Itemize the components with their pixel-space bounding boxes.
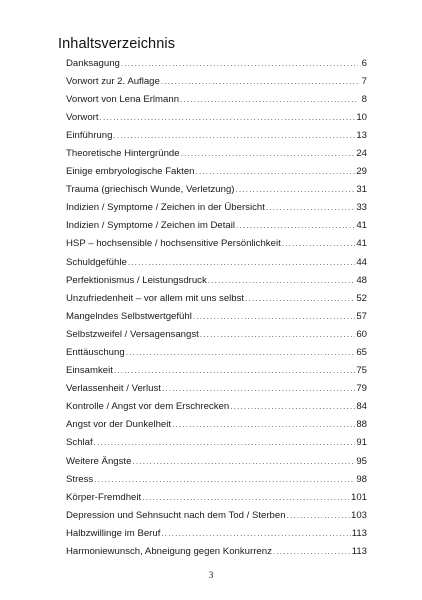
toc-entry xyxy=(66,308,367,326)
toc-entry-page: 91 xyxy=(356,437,367,449)
toc-dot-leader xyxy=(181,145,356,163)
toc-dot-leader xyxy=(208,272,356,290)
toc-entry-label: Einige embryologische Fakten xyxy=(66,166,195,178)
toc-dot-leader xyxy=(193,308,355,326)
toc-entry xyxy=(66,489,367,507)
toc-entry xyxy=(66,199,367,217)
page-title: Inhaltsverzeichnis xyxy=(58,36,176,52)
toc-entry xyxy=(66,127,367,145)
toc-entry xyxy=(66,290,367,308)
toc-dot-leader xyxy=(236,217,355,235)
toc-entry-label: Trauma (griechisch Wunde, Verletzung) xyxy=(66,184,235,196)
toc-entry-page: 6 xyxy=(361,57,367,69)
toc-entry xyxy=(66,73,367,91)
toc-entry-page: 31 xyxy=(356,184,367,196)
toc-dot-leader xyxy=(100,109,356,127)
toc-dot-leader xyxy=(196,163,356,181)
toc-entry-page: 57 xyxy=(356,310,367,322)
toc-dot-leader xyxy=(245,290,355,308)
toc-dot-leader xyxy=(282,235,356,253)
toc-dot-leader xyxy=(287,507,350,525)
toc-entry-page: 44 xyxy=(356,256,367,268)
toc-entry xyxy=(66,272,367,290)
toc-entry-label: Danksagung xyxy=(66,57,120,69)
toc-entry-page: 13 xyxy=(356,129,367,141)
toc-entry xyxy=(66,525,367,543)
toc-entry xyxy=(66,235,367,253)
toc-entry-label: Schuldgefühle xyxy=(66,256,127,268)
toc-entry xyxy=(66,543,367,561)
toc-entry-label: Mangelndes Selbstwertgefühl xyxy=(66,310,192,322)
toc-entry-label: Stress xyxy=(66,473,94,485)
toc-entry-page: 79 xyxy=(356,383,367,395)
toc-entry-label: Halbzwillinge im Beruf xyxy=(66,527,161,539)
toc-entry xyxy=(66,145,367,163)
toc-dot-leader xyxy=(114,362,355,380)
toc-entry-label: Angst vor der Dunkelheit xyxy=(66,419,172,431)
toc-entry-label: Selbstzweifel / Versagensangst xyxy=(66,328,199,340)
toc-entry-label: Schlaf xyxy=(66,437,93,449)
toc-entry-page: 8 xyxy=(361,93,367,105)
toc-dot-leader xyxy=(273,543,351,561)
toc-entry xyxy=(66,416,367,434)
toc-entry-page: 24 xyxy=(356,147,367,159)
toc-entry-page: 52 xyxy=(356,292,367,304)
toc-dot-leader xyxy=(128,254,356,272)
toc-entry xyxy=(66,254,367,272)
toc-entry-page: 98 xyxy=(356,473,367,485)
toc-entry xyxy=(66,507,367,525)
toc-entry-page: 65 xyxy=(356,347,367,358)
toc-entry xyxy=(66,326,367,344)
toc-dot-leader xyxy=(236,181,356,199)
toc-entry-label: Indizien / Symptome / Zeichen im Detail xyxy=(66,220,236,232)
toc-entry-page: 101 xyxy=(350,491,367,503)
toc-dot-leader xyxy=(94,434,356,452)
toc-dot-leader xyxy=(132,453,355,471)
toc-dot-leader xyxy=(142,489,350,507)
toc-entry-label: Kontrolle / Angst vor dem Erschrecken xyxy=(66,401,230,413)
toc-entry xyxy=(66,398,367,416)
toc-entry xyxy=(66,453,367,471)
toc-entry-page: 75 xyxy=(356,365,367,377)
toc-entry-label: Harmoniewunsch, Abneigung gegen Konkurrenz xyxy=(66,546,272,558)
table-of-contents xyxy=(66,55,367,562)
toc-entry-label: HSP – hochsensible / hochsensitive Persönlichkeit xyxy=(66,238,281,250)
toc-entry-page: 88 xyxy=(356,419,367,431)
toc-entry-page: 113 xyxy=(351,527,367,539)
toc-entry-label: Unzufriedenheit – vor allem mit uns selbst xyxy=(66,292,245,304)
toc-dot-leader xyxy=(94,471,355,489)
toc-entry xyxy=(66,109,367,127)
toc-dot-leader xyxy=(113,127,355,145)
toc-dot-leader xyxy=(230,398,355,416)
toc-dot-leader xyxy=(161,525,350,543)
toc-entry-page: 84 xyxy=(356,401,367,413)
toc-entry-page: 113 xyxy=(351,546,367,558)
toc-dot-leader xyxy=(266,199,355,217)
toc-entry-label: Indizien / Symptome / Zeichen in der Übersicht xyxy=(66,202,265,214)
toc-entry-label: Depression und Sehnsucht nach dem Tod / Sterben xyxy=(66,509,286,521)
toc-entry xyxy=(66,380,367,398)
toc-entry-label: Perfektionismus / Leistungsdruck xyxy=(66,274,207,286)
toc-dot-leader xyxy=(121,55,358,73)
toc-entry-page: 95 xyxy=(356,455,367,467)
toc-entry xyxy=(66,55,367,73)
toc-entry-label: Einsamkeit xyxy=(66,365,113,377)
toc-entry-label: Körper-Fremdheit xyxy=(66,491,142,503)
toc-entry xyxy=(66,217,367,235)
toc-dot-leader xyxy=(180,91,358,109)
toc-entry xyxy=(66,163,367,181)
toc-entry-page: 41 xyxy=(356,238,367,250)
toc-entry-label: Verlassenheit / Verlust xyxy=(66,383,161,395)
toc-dot-leader xyxy=(172,416,355,434)
toc-entry-label: Enttäuschung xyxy=(66,347,125,358)
toc-entry-label: Theoretische Hintergründe xyxy=(66,147,180,159)
toc-entry-label: Einführung xyxy=(66,129,113,141)
toc-entry-label: Vorwort von Lena Erlmann xyxy=(66,93,180,105)
toc-dot-leader xyxy=(161,73,358,91)
toc-entry xyxy=(66,434,367,452)
toc-entry-page: 7 xyxy=(361,75,367,87)
toc-dot-leader xyxy=(200,326,356,344)
toc-dot-leader xyxy=(126,344,356,362)
toc-entry xyxy=(66,91,367,109)
page-number: 3 xyxy=(208,571,214,581)
toc-entry-page: 29 xyxy=(356,166,367,178)
toc-entry-page: 10 xyxy=(356,111,367,123)
toc-entry xyxy=(66,471,367,489)
toc-entry-page: 41 xyxy=(356,220,367,232)
toc-entry xyxy=(66,362,367,380)
toc-entry-page: 33 xyxy=(356,202,367,214)
toc-entry-label: Vorwort zur 2. Auflage xyxy=(66,75,160,87)
toc-entry-page: 103 xyxy=(350,509,367,521)
toc-entry-label: Weitere Ängste xyxy=(66,455,132,467)
toc-entry-page: 60 xyxy=(356,328,367,340)
toc-entry xyxy=(66,181,367,199)
toc-entry-label: Vorwort xyxy=(66,111,99,123)
toc-entry xyxy=(66,344,367,362)
toc-dot-leader xyxy=(162,380,355,398)
toc-entry-page: 48 xyxy=(356,274,367,286)
